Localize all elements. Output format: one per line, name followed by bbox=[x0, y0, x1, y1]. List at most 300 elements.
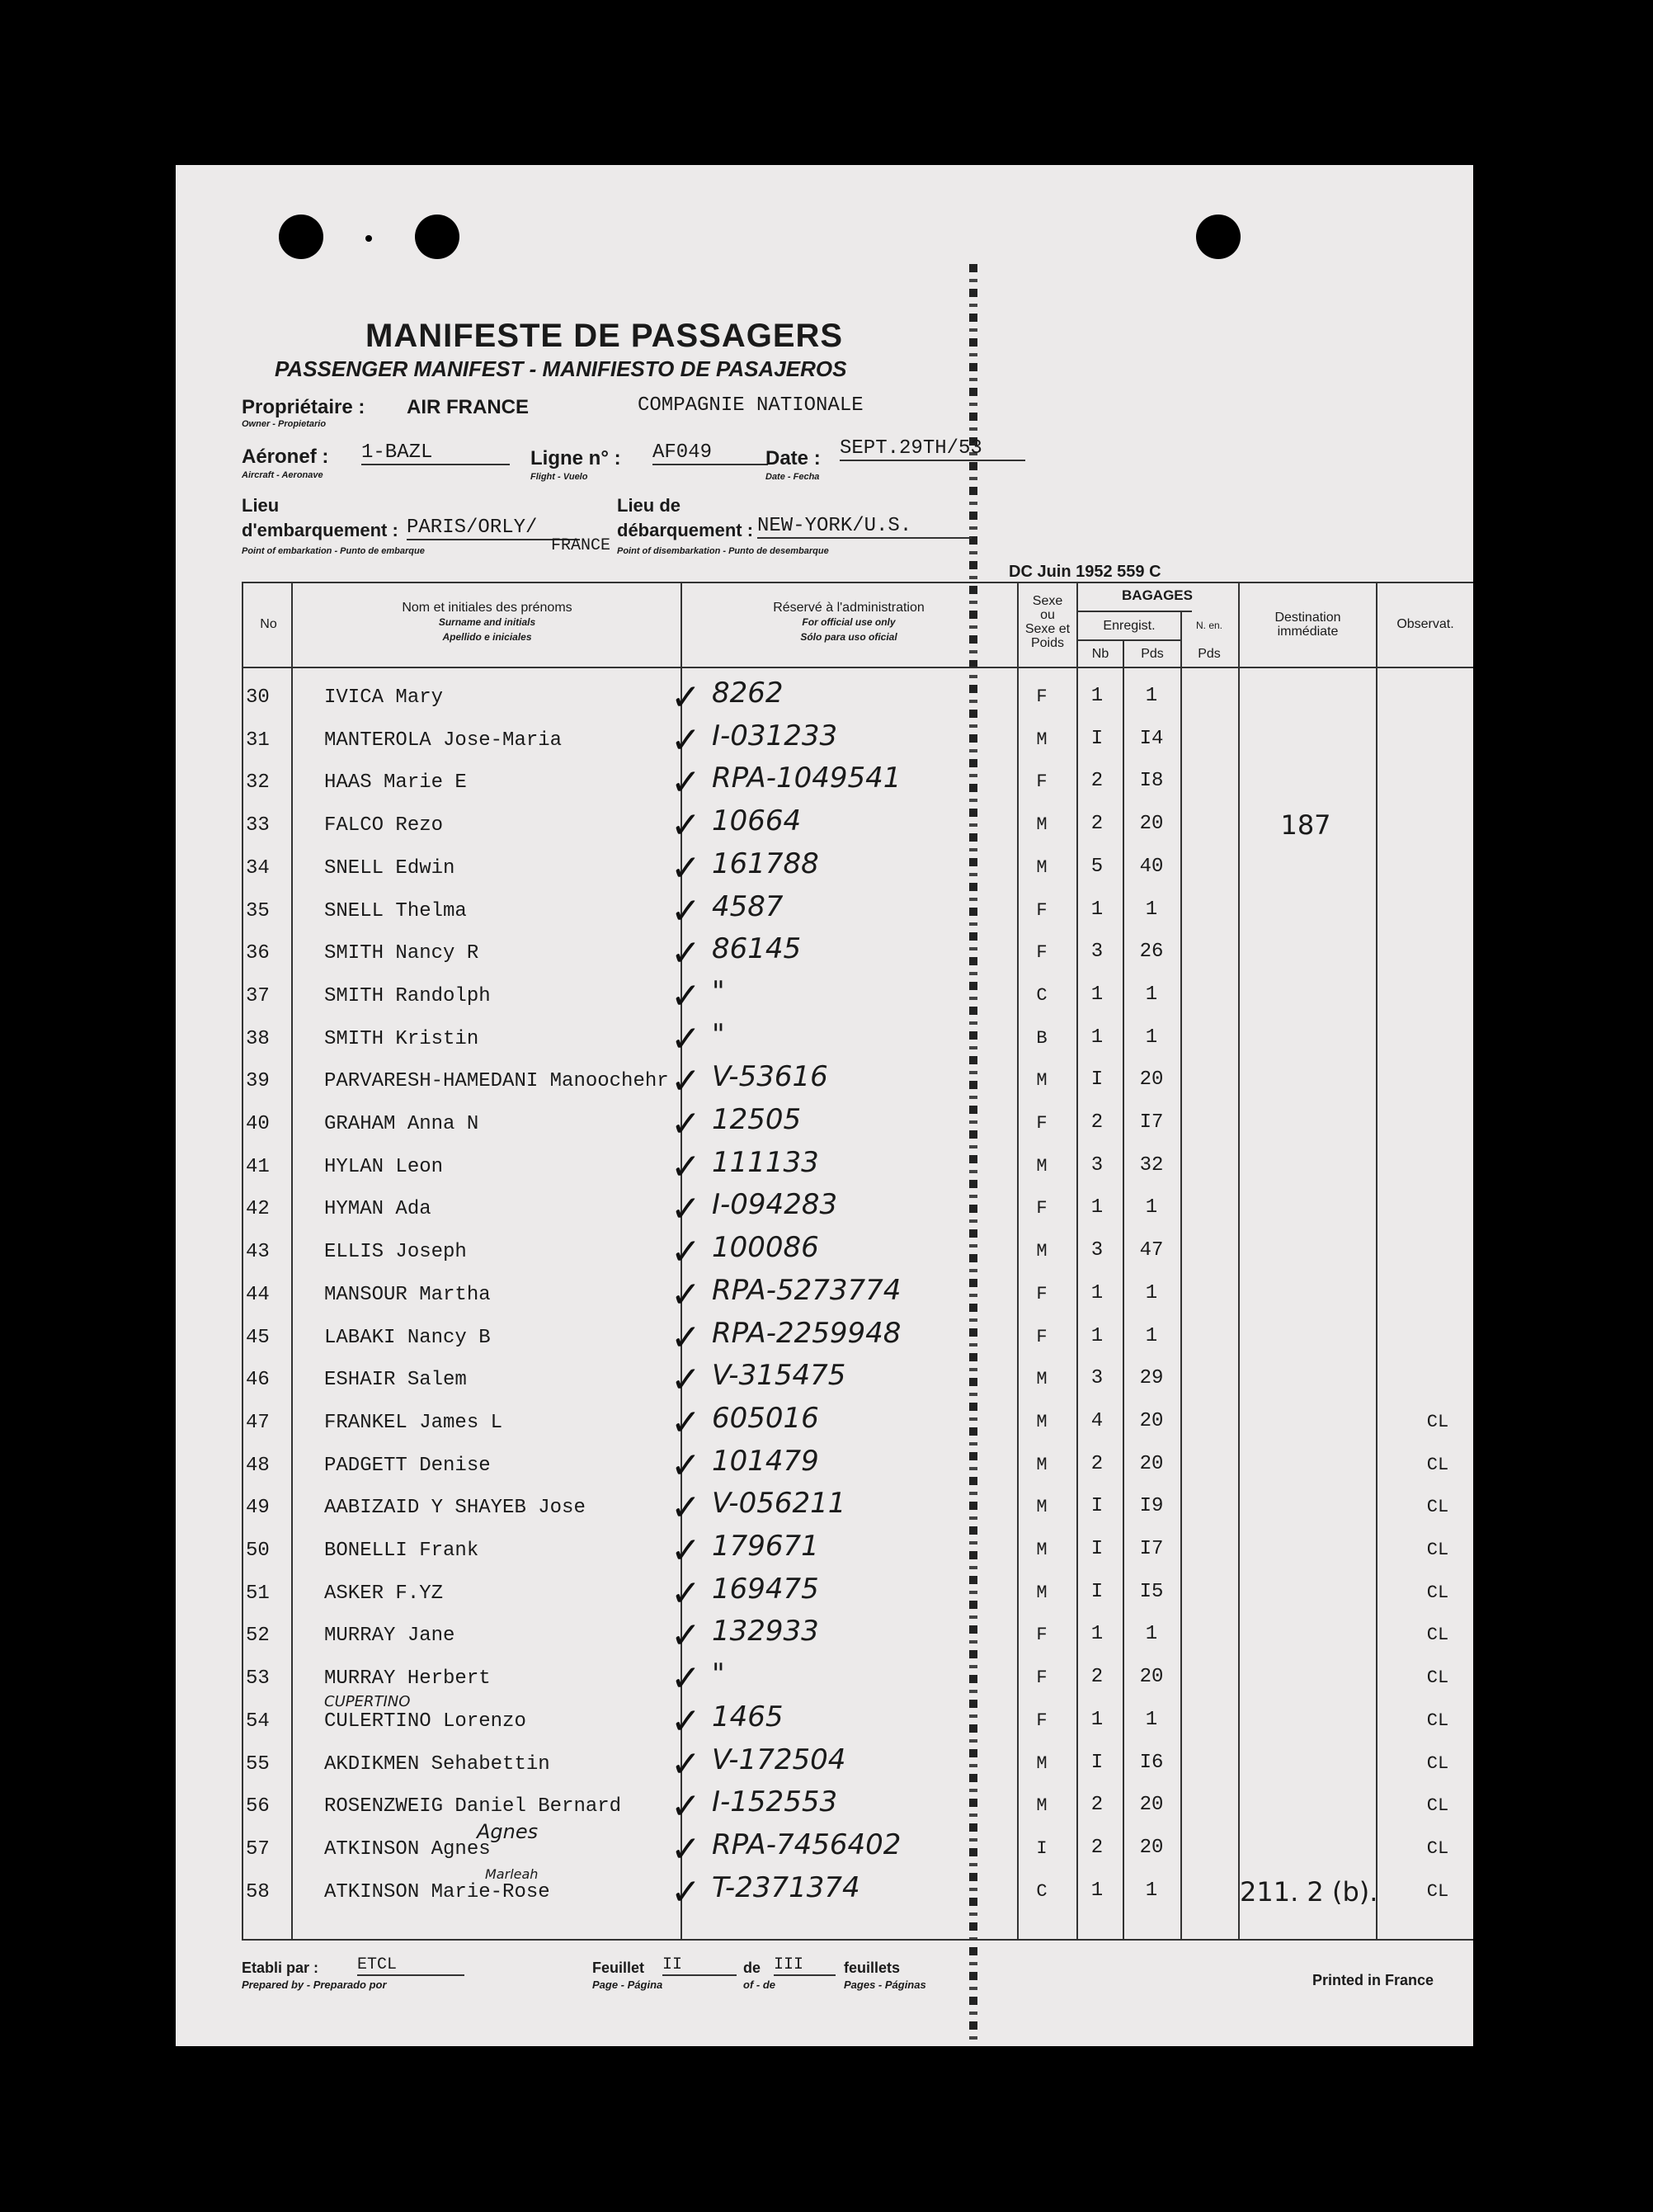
lieu-deb-label-1: Lieu de bbox=[617, 495, 681, 516]
official-number: I-094283 bbox=[712, 1188, 838, 1222]
passenger-name: ESHAIR Salem bbox=[324, 1369, 467, 1392]
passenger-name: ATKINSON Marie-Rose bbox=[324, 1880, 550, 1903]
col-header-sex bbox=[1019, 594, 1076, 650]
sex-value: M bbox=[1036, 856, 1048, 878]
baggage-weight: 20 bbox=[1139, 1794, 1164, 1817]
baggage-count: 4 bbox=[1090, 1409, 1104, 1432]
observation-value: CL bbox=[1426, 1582, 1449, 1603]
observation-value: CL bbox=[1426, 1752, 1449, 1774]
date-value: SEPT.29TH/53 bbox=[840, 437, 1025, 461]
table-row bbox=[176, 1146, 1473, 1187]
observation-value: CL bbox=[1426, 1540, 1449, 1560]
official-number: I-152553 bbox=[712, 1785, 838, 1819]
row-number: 30 bbox=[246, 686, 270, 709]
row-number: 57 bbox=[246, 1837, 270, 1861]
baggage-weight: 1 bbox=[1145, 1324, 1158, 1347]
punch-hole-left bbox=[279, 215, 323, 259]
official-number: 8262 bbox=[712, 677, 784, 710]
sex-value: M bbox=[1036, 1454, 1048, 1475]
check-mark-icon: ✓ bbox=[671, 1316, 701, 1359]
official-number: 12505 bbox=[712, 1103, 802, 1136]
col-header-nen: N. en. bbox=[1195, 620, 1222, 631]
table-row bbox=[176, 847, 1473, 889]
col-header-sex-1: Sexe bbox=[1032, 594, 1063, 608]
sex-value: M bbox=[1036, 1540, 1048, 1560]
passenger-name: HAAS Marie E bbox=[324, 771, 467, 795]
baggage-weight: I7 bbox=[1139, 1111, 1164, 1134]
check-mark-icon: ✓ bbox=[671, 1828, 701, 1870]
baggage-weight: 1 bbox=[1145, 685, 1158, 707]
check-mark-icon: ✓ bbox=[671, 762, 701, 804]
baggage-count: 2 bbox=[1090, 1452, 1104, 1475]
table-row bbox=[176, 1871, 1473, 1913]
aeronef-sublabel: Aircraft - Aeronave bbox=[242, 470, 323, 480]
passenger-name: ELLIS Joseph bbox=[324, 1241, 467, 1264]
table-row bbox=[176, 1615, 1473, 1656]
baggage-count: 3 bbox=[1090, 1239, 1104, 1262]
passenger-name: FRANKEL James L bbox=[324, 1411, 503, 1434]
check-mark-icon: ✓ bbox=[671, 1785, 701, 1828]
row-number: 49 bbox=[246, 1497, 270, 1520]
official-number: " bbox=[712, 1658, 725, 1691]
lieu-deb-label-2: débarquement : bbox=[617, 520, 754, 540]
passenger-name: HYLAN Leon bbox=[324, 1155, 444, 1178]
sex-value: M bbox=[1036, 729, 1048, 750]
punch-hole-right bbox=[1196, 215, 1241, 259]
passenger-name: SNELL Edwin bbox=[324, 856, 455, 880]
official-number: V-172504 bbox=[712, 1743, 846, 1776]
col-header-pds: Pds bbox=[1141, 647, 1164, 661]
observation-value: CL bbox=[1426, 1497, 1449, 1518]
passenger-name: LABAKI Nancy B bbox=[324, 1326, 491, 1349]
passenger-name: ROSENZWEIG Daniel Bernard bbox=[324, 1795, 622, 1818]
official-number: RPA-7456402 bbox=[712, 1828, 902, 1861]
col-header-nb: Nb bbox=[1091, 647, 1109, 661]
sex-value: M bbox=[1036, 1411, 1048, 1432]
row-number: 40 bbox=[246, 1113, 270, 1135]
baggage-weight: I6 bbox=[1139, 1751, 1164, 1774]
baggage-count: 2 bbox=[1090, 770, 1104, 793]
row-number: 31 bbox=[246, 729, 270, 752]
baggage-count: I bbox=[1090, 727, 1104, 750]
baggage-weight: 20 bbox=[1139, 1836, 1164, 1859]
row-number: 32 bbox=[246, 771, 270, 795]
destination-value: 211. 2 (b). bbox=[1240, 1875, 1378, 1908]
baggage-weight: 1 bbox=[1145, 1281, 1158, 1304]
passenger-name: CULERTINO Lorenzo bbox=[324, 1710, 526, 1733]
annotation-agnes: Agnes bbox=[477, 1820, 539, 1843]
row-number: 36 bbox=[246, 942, 270, 965]
passenger-name: AKDIKMEN Sehabettin bbox=[324, 1752, 550, 1776]
table-row bbox=[176, 1103, 1473, 1144]
check-mark-icon: ✓ bbox=[671, 1401, 701, 1444]
sex-value: F bbox=[1036, 1283, 1048, 1304]
official-number: " bbox=[712, 974, 725, 1008]
punch-hole-middle bbox=[415, 215, 459, 259]
baggage-count: 3 bbox=[1090, 941, 1104, 964]
official-number: 169475 bbox=[712, 1572, 819, 1606]
baggage-weight: I5 bbox=[1139, 1580, 1164, 1603]
baggage-count: 1 bbox=[1090, 1026, 1104, 1049]
observation-value: CL bbox=[1426, 1880, 1449, 1902]
sex-value: F bbox=[1036, 1710, 1048, 1731]
passenger-name: MURRAY Herbert bbox=[324, 1667, 491, 1691]
sex-value: F bbox=[1036, 942, 1048, 964]
table-top-border bbox=[242, 582, 1473, 583]
baggage-weight: I8 bbox=[1139, 770, 1164, 793]
row-number: 39 bbox=[246, 1070, 270, 1093]
table-row bbox=[176, 1445, 1473, 1486]
form-code: DC Juin 1952 559 C bbox=[1009, 563, 1161, 581]
row-number: 41 bbox=[246, 1155, 270, 1178]
baggage-count: 1 bbox=[1090, 1623, 1104, 1646]
check-mark-icon: ✓ bbox=[671, 677, 701, 719]
baggage-count: 2 bbox=[1090, 1836, 1104, 1859]
baggage-weight: 47 bbox=[1139, 1239, 1164, 1262]
row-number: 35 bbox=[246, 899, 270, 922]
passenger-name: MANTEROLA Jose-Maria bbox=[324, 729, 563, 752]
col-header-name-en: Surname and initials bbox=[438, 616, 536, 628]
manifest-page bbox=[176, 165, 1473, 2046]
official-number: 100086 bbox=[712, 1231, 819, 1265]
col-header-sex-3: Sexe et bbox=[1024, 622, 1071, 636]
col-header-destination-1: Destination bbox=[1274, 611, 1341, 625]
official-number: I-031233 bbox=[712, 719, 838, 752]
baggage-count: 1 bbox=[1090, 1281, 1104, 1304]
official-number: V-315475 bbox=[712, 1359, 846, 1393]
enregist-divider bbox=[1076, 639, 1180, 641]
sex-value: F bbox=[1036, 1198, 1048, 1219]
row-number: 50 bbox=[246, 1540, 270, 1562]
sex-value: M bbox=[1036, 1369, 1048, 1390]
passenger-name: SNELL Thelma bbox=[324, 899, 467, 922]
col-header-official bbox=[684, 601, 1014, 644]
table-row bbox=[176, 1359, 1473, 1400]
table-row bbox=[176, 1317, 1473, 1358]
table-row bbox=[176, 1573, 1473, 1614]
check-mark-icon: ✓ bbox=[671, 1658, 701, 1700]
row-number: 38 bbox=[246, 1027, 270, 1050]
check-mark-icon: ✓ bbox=[671, 847, 701, 889]
date-sublabel: Date - Fecha bbox=[765, 472, 820, 482]
check-mark-icon: ✓ bbox=[671, 1572, 701, 1615]
passenger-name: AABIZAID Y SHAYEB Jose bbox=[324, 1497, 586, 1520]
table-row bbox=[176, 677, 1473, 718]
sex-value: M bbox=[1036, 1070, 1048, 1092]
row-number: 43 bbox=[246, 1241, 270, 1264]
passenger-name: SMITH Kristin bbox=[324, 1027, 479, 1050]
date-label: Date : bbox=[765, 447, 821, 469]
sex-value: M bbox=[1036, 814, 1048, 836]
baggage-weight: 20 bbox=[1139, 1666, 1164, 1689]
table-row bbox=[176, 1530, 1473, 1571]
passenger-name: PARVARESH-HAMEDANI Manoochehr bbox=[324, 1070, 669, 1093]
baggage-weight: 1 bbox=[1145, 1623, 1158, 1646]
check-mark-icon: ✓ bbox=[671, 1615, 701, 1658]
baggage-count: 1 bbox=[1090, 1324, 1104, 1347]
table-row bbox=[176, 762, 1473, 803]
check-mark-icon: ✓ bbox=[671, 1359, 701, 1402]
row-number: 44 bbox=[246, 1283, 270, 1306]
check-mark-icon: ✓ bbox=[671, 1273, 701, 1316]
observation-value: CL bbox=[1426, 1837, 1449, 1859]
sex-value: M bbox=[1036, 1795, 1048, 1817]
row-number: 48 bbox=[246, 1454, 270, 1477]
passenger-name: SMITH Nancy R bbox=[324, 942, 479, 965]
feuillet-sublabel: Page - Página bbox=[592, 1979, 663, 1991]
passenger-name: MURRAY Jane bbox=[324, 1625, 455, 1648]
row-number: 46 bbox=[246, 1369, 270, 1392]
passenger-name: ATKINSON Agnes bbox=[324, 1837, 491, 1861]
baggage-weight: 32 bbox=[1139, 1153, 1164, 1177]
sex-value: C bbox=[1036, 984, 1048, 1006]
sex-value: B bbox=[1036, 1027, 1048, 1049]
row-number: 37 bbox=[246, 984, 270, 1007]
table-bottom-border bbox=[242, 1939, 1473, 1941]
table-row bbox=[176, 1743, 1473, 1785]
de-label: de bbox=[743, 1960, 761, 1976]
check-mark-icon: ✓ bbox=[671, 1530, 701, 1572]
punch-dot bbox=[365, 235, 372, 242]
official-number: 605016 bbox=[712, 1401, 819, 1435]
table-row bbox=[176, 1018, 1473, 1059]
check-mark-icon: ✓ bbox=[671, 974, 701, 1017]
row-number: 42 bbox=[246, 1198, 270, 1221]
feuillets-label: feuillets bbox=[844, 1960, 901, 1976]
lieu-deb-value: NEW-YORK/U.S. bbox=[757, 515, 972, 539]
etabli-value: ETCL bbox=[357, 1955, 464, 1976]
col-header-name-es: Apellido e iniciales bbox=[442, 631, 532, 643]
observation-value: CL bbox=[1426, 1710, 1449, 1731]
col-header-no: No bbox=[260, 617, 277, 631]
page-title: MANIFESTE DE PASSAGERS bbox=[365, 318, 844, 354]
lieu-emb-sublabel: Point of embarkation - Punto de embarque bbox=[242, 546, 425, 556]
table-row bbox=[176, 975, 1473, 1016]
baggage-count: 2 bbox=[1090, 813, 1104, 836]
row-number: 55 bbox=[246, 1752, 270, 1776]
ligne-sublabel: Flight - Vuelo bbox=[530, 472, 588, 482]
col-header-pds2: Pds bbox=[1198, 647, 1221, 661]
sex-value: F bbox=[1036, 899, 1048, 921]
baggage-count: 3 bbox=[1090, 1367, 1104, 1390]
table-row bbox=[176, 804, 1473, 846]
col-header-sex-2: ou bbox=[1040, 608, 1055, 622]
baggage-weight: 20 bbox=[1139, 1452, 1164, 1475]
sex-value: M bbox=[1036, 1241, 1048, 1262]
aeronef-value: 1-BAZL bbox=[361, 441, 510, 465]
check-mark-icon: ✓ bbox=[671, 804, 701, 847]
col-header-official-es: Sólo para uso oficial bbox=[800, 631, 897, 643]
official-number: 101479 bbox=[712, 1444, 819, 1478]
baggage-count: 1 bbox=[1090, 685, 1104, 707]
row-number: 56 bbox=[246, 1795, 270, 1818]
lieu-emb-label-2: d'embarquement : bbox=[242, 520, 398, 540]
destination-value: 187 bbox=[1280, 809, 1331, 842]
check-mark-icon: ✓ bbox=[671, 932, 701, 975]
sex-value: F bbox=[1036, 1625, 1048, 1646]
row-number: 51 bbox=[246, 1582, 270, 1605]
baggage-weight: I4 bbox=[1139, 727, 1164, 750]
official-number: V-53616 bbox=[712, 1060, 828, 1094]
passenger-name: ASKER F.YZ bbox=[324, 1582, 444, 1605]
official-number: RPA-2259948 bbox=[712, 1316, 902, 1350]
baggage-count: 1 bbox=[1090, 1879, 1104, 1902]
baggage-weight: 1 bbox=[1145, 1196, 1158, 1219]
check-mark-icon: ✓ bbox=[671, 1444, 701, 1487]
printed-in-france: Printed in France bbox=[1312, 1972, 1434, 1988]
aeronef-label: Aéronef : bbox=[242, 446, 329, 468]
check-mark-icon: ✓ bbox=[671, 719, 701, 762]
baggage-count: 2 bbox=[1090, 1794, 1104, 1817]
check-mark-icon: ✓ bbox=[671, 1870, 701, 1913]
bagages-divider bbox=[1076, 611, 1192, 612]
table-row bbox=[176, 890, 1473, 931]
baggage-weight: 1 bbox=[1145, 1708, 1158, 1731]
observation-value: CL bbox=[1426, 1667, 1449, 1689]
baggage-count: 1 bbox=[1090, 983, 1104, 1006]
baggage-count: 5 bbox=[1090, 855, 1104, 878]
table-row bbox=[176, 1785, 1473, 1827]
table-row bbox=[176, 719, 1473, 761]
row-number: 53 bbox=[246, 1667, 270, 1691]
baggage-weight: 1 bbox=[1145, 1026, 1158, 1049]
check-mark-icon: ✓ bbox=[671, 1188, 701, 1231]
feuillets-sublabel: Pages - Páginas bbox=[844, 1979, 926, 1991]
col-header-official-fr: Réservé à l'administration bbox=[773, 601, 925, 615]
official-number: 161788 bbox=[712, 847, 819, 880]
check-mark-icon: ✓ bbox=[671, 889, 701, 932]
sex-value: I bbox=[1036, 1837, 1048, 1859]
sex-value: F bbox=[1036, 686, 1048, 707]
table-row bbox=[176, 1231, 1473, 1272]
baggage-count: 2 bbox=[1090, 1666, 1104, 1689]
row-number: 58 bbox=[246, 1880, 270, 1903]
official-number: T-2371374 bbox=[712, 1870, 860, 1904]
table-row bbox=[176, 1487, 1473, 1528]
row-number: 45 bbox=[246, 1326, 270, 1349]
sex-value: M bbox=[1036, 1497, 1048, 1518]
passenger-name: HYMAN Ada bbox=[324, 1198, 431, 1221]
sex-value: F bbox=[1036, 1113, 1048, 1134]
official-number: " bbox=[712, 1017, 725, 1051]
passenger-name: FALCO Rezo bbox=[324, 814, 444, 837]
official-number: 4587 bbox=[712, 889, 784, 923]
sex-value: F bbox=[1036, 771, 1048, 793]
baggage-count: 1 bbox=[1090, 1708, 1104, 1731]
check-mark-icon: ✓ bbox=[671, 1231, 701, 1274]
observation-value: CL bbox=[1426, 1625, 1449, 1646]
official-number: 86145 bbox=[712, 932, 802, 966]
col-header-name-fr: Nom et initiales des prénoms bbox=[402, 601, 572, 615]
row-number: 54 bbox=[246, 1710, 270, 1733]
passenger-name: BONELLI Frank bbox=[324, 1540, 479, 1562]
table-row bbox=[176, 932, 1473, 974]
lieu-emb-value-2: FRANCE bbox=[551, 536, 611, 555]
baggage-weight: 1 bbox=[1145, 983, 1158, 1006]
check-mark-icon: ✓ bbox=[671, 1060, 701, 1103]
official-number: 10664 bbox=[712, 804, 802, 838]
annotation-cupertino: CUPERTINO bbox=[324, 1693, 411, 1710]
col-header-sex-4: Poids bbox=[1030, 636, 1065, 650]
table-row bbox=[176, 1188, 1473, 1229]
observation-value: CL bbox=[1426, 1454, 1449, 1475]
passenger-name: PADGETT Denise bbox=[324, 1454, 491, 1477]
passenger-name: GRAHAM Anna N bbox=[324, 1113, 479, 1135]
baggage-count: I bbox=[1090, 1751, 1104, 1774]
check-mark-icon: ✓ bbox=[671, 1103, 701, 1145]
sex-value: C bbox=[1036, 1880, 1048, 1902]
passenger-name: MANSOUR Martha bbox=[324, 1283, 491, 1306]
sex-value: F bbox=[1036, 1667, 1048, 1689]
feuillet-value: II bbox=[662, 1955, 737, 1976]
sex-value: M bbox=[1036, 1155, 1048, 1177]
proprietaire-value-print: AIR FRANCE bbox=[407, 396, 529, 418]
official-number: 179671 bbox=[712, 1530, 819, 1563]
check-mark-icon: ✓ bbox=[671, 1743, 701, 1785]
official-number: RPA-5273774 bbox=[712, 1273, 902, 1307]
annotation-marleah: Marleah bbox=[485, 1866, 539, 1882]
sex-value: M bbox=[1036, 1752, 1048, 1774]
official-number: 111133 bbox=[712, 1145, 819, 1179]
baggage-count: 1 bbox=[1090, 898, 1104, 921]
passenger-name: SMITH Randolph bbox=[324, 984, 491, 1007]
baggage-weight: 26 bbox=[1139, 941, 1164, 964]
baggage-weight: 20 bbox=[1139, 1409, 1164, 1432]
feuillet-label: Feuillet bbox=[592, 1960, 645, 1976]
sex-value: F bbox=[1036, 1326, 1048, 1347]
table-row bbox=[176, 1828, 1473, 1870]
table-row bbox=[176, 1274, 1473, 1315]
col-header-official-en: For official use only bbox=[802, 616, 896, 628]
observation-value: CL bbox=[1426, 1795, 1449, 1817]
check-mark-icon: ✓ bbox=[671, 1017, 701, 1060]
table-header-bottom bbox=[242, 667, 1473, 668]
baggage-count: 2 bbox=[1090, 1111, 1104, 1134]
de-value: III bbox=[774, 1955, 836, 1976]
observation-value: CL bbox=[1426, 1411, 1449, 1432]
etabli-sublabel: Prepared by - Preparado por bbox=[242, 1979, 387, 1991]
de-sublabel: of - de bbox=[743, 1979, 775, 1991]
col-header-enregist: Enregist. bbox=[1103, 619, 1156, 633]
lieu-deb-sublabel: Point of disembarkation - Punto de desembarque bbox=[617, 546, 829, 556]
baggage-count: I bbox=[1090, 1495, 1104, 1518]
lieu-emb-value: PARIS/ORLY/ bbox=[407, 516, 580, 540]
sex-value: M bbox=[1036, 1582, 1048, 1603]
baggage-weight: I9 bbox=[1139, 1495, 1164, 1518]
col-header-bagages-label: BAGAGES bbox=[1122, 587, 1193, 603]
col-header-bagages bbox=[1078, 588, 1236, 603]
row-number: 33 bbox=[246, 814, 270, 837]
official-number: V-056211 bbox=[712, 1487, 846, 1521]
baggage-count: 3 bbox=[1090, 1153, 1104, 1177]
baggage-weight: 20 bbox=[1139, 813, 1164, 836]
lieu-emb-label-1: Lieu bbox=[242, 495, 280, 516]
passenger-name: IVICA Mary bbox=[324, 686, 444, 709]
baggage-count: I bbox=[1090, 1538, 1104, 1560]
table-row bbox=[176, 1402, 1473, 1443]
baggage-weight: 40 bbox=[1139, 855, 1164, 878]
check-mark-icon: ✓ bbox=[671, 1487, 701, 1530]
official-number: RPA-1049541 bbox=[712, 762, 902, 795]
official-number: 132933 bbox=[712, 1615, 819, 1648]
etabli-label: Etabli par : bbox=[242, 1960, 319, 1976]
baggage-count: 1 bbox=[1090, 1196, 1104, 1219]
row-number: 47 bbox=[246, 1411, 270, 1434]
baggage-weight: 29 bbox=[1139, 1367, 1164, 1390]
page-subtitle: PASSENGER MANIFEST - MANIFIESTO DE PASAJEROS bbox=[275, 356, 847, 381]
proprietaire-sublabel: Owner - Propietario bbox=[242, 419, 327, 429]
table-row bbox=[176, 1060, 1473, 1101]
